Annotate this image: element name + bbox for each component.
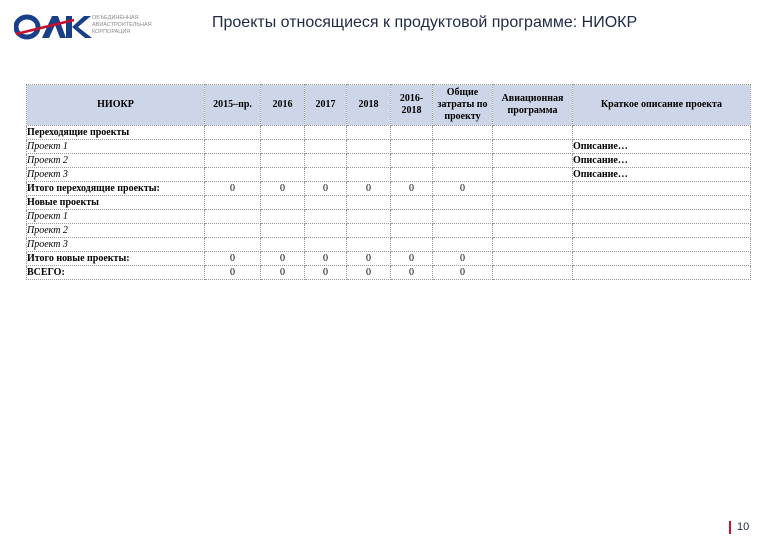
- value-cell: 0: [305, 266, 347, 280]
- value-cell: [433, 168, 493, 182]
- description-cell: Описание…: [573, 140, 751, 154]
- row-label: ВСЕГО:: [27, 266, 205, 280]
- table-row: [27, 126, 751, 140]
- header-cell: Авиационная программа: [493, 85, 573, 126]
- table-row: [27, 210, 751, 224]
- value-cell: [391, 210, 433, 224]
- value-cell: [347, 210, 391, 224]
- value-cell: [433, 140, 493, 154]
- table-row: [27, 168, 751, 182]
- table-row: [27, 238, 751, 252]
- table-row: [27, 154, 751, 168]
- value-cell: 0: [433, 252, 493, 266]
- value-cell: [391, 154, 433, 168]
- description-cell: Описание…: [573, 168, 751, 182]
- row-label: Проект 1: [27, 140, 205, 154]
- value-cell: [305, 210, 347, 224]
- value-cell: 0: [305, 182, 347, 196]
- value-cell: [391, 140, 433, 154]
- header-cell: 2016-2018: [391, 85, 433, 126]
- value-cell: [305, 154, 347, 168]
- row-label: Новые проекты: [27, 196, 205, 210]
- table-row: [27, 224, 751, 238]
- value-cell: [433, 126, 493, 140]
- value-cell: [305, 140, 347, 154]
- value-cell: [305, 168, 347, 182]
- program-cell: [493, 210, 573, 224]
- value-cell: [347, 224, 391, 238]
- value-cell: 0: [433, 182, 493, 196]
- value-cell: [347, 140, 391, 154]
- value-cell: [347, 238, 391, 252]
- value-cell: [205, 238, 261, 252]
- row-label: Итого новые проекты:: [27, 252, 205, 266]
- value-cell: [347, 196, 391, 210]
- value-cell: 0: [433, 266, 493, 280]
- description-cell: [573, 266, 751, 280]
- header-cell: 2017: [305, 85, 347, 126]
- value-cell: [261, 196, 305, 210]
- value-cell: [347, 126, 391, 140]
- page-number: [729, 521, 749, 533]
- logo-subtitle-line: КОРПОРАЦИЯ: [92, 29, 131, 35]
- page-title: Проекты относящиеся к продуктовой программе: НИОКР: [212, 14, 638, 31]
- value-cell: [391, 196, 433, 210]
- niokr-table: [26, 84, 751, 280]
- program-cell: [493, 140, 573, 154]
- value-cell: [305, 126, 347, 140]
- table-row: [27, 266, 751, 280]
- program-cell: [493, 154, 573, 168]
- value-cell: [261, 238, 305, 252]
- value-cell: 0: [205, 266, 261, 280]
- value-cell: [391, 168, 433, 182]
- program-cell: [493, 238, 573, 252]
- header-cell: 2016: [261, 85, 305, 126]
- header-cell: 2015–пр.: [205, 85, 261, 126]
- value-cell: [433, 224, 493, 238]
- value-cell: [305, 196, 347, 210]
- program-cell: [493, 266, 573, 280]
- program-cell: [493, 182, 573, 196]
- value-cell: 0: [347, 252, 391, 266]
- logo-subtitle-line: ОБЪЕДИНЁННАЯ: [92, 15, 139, 21]
- value-cell: 0: [391, 182, 433, 196]
- row-label: Проект 2: [27, 154, 205, 168]
- table-header-row: [27, 85, 751, 126]
- description-cell: [573, 238, 751, 252]
- row-label: Переходящие проекты: [27, 126, 205, 140]
- value-cell: 0: [391, 252, 433, 266]
- value-cell: [261, 210, 305, 224]
- program-cell: [493, 224, 573, 238]
- page-number-text: 10: [737, 521, 750, 533]
- program-cell: [493, 196, 573, 210]
- value-cell: [205, 126, 261, 140]
- header-cell: Краткое описание проекта: [573, 85, 751, 126]
- row-label: Проект 3: [27, 168, 205, 182]
- value-cell: [391, 126, 433, 140]
- program-cell: [493, 126, 573, 140]
- description-cell: [573, 196, 751, 210]
- value-cell: [261, 154, 305, 168]
- program-cell: [493, 252, 573, 266]
- value-cell: [433, 210, 493, 224]
- table-row: [27, 196, 751, 210]
- row-label: Проект 3: [27, 238, 205, 252]
- description-cell: [573, 210, 751, 224]
- header-cell: 2018: [347, 85, 391, 126]
- value-cell: 0: [347, 266, 391, 280]
- logo-subtitle: [92, 15, 172, 36]
- value-cell: [205, 168, 261, 182]
- value-cell: [433, 238, 493, 252]
- row-label: Проект 2: [27, 224, 205, 238]
- value-cell: 0: [205, 252, 261, 266]
- value-cell: 0: [347, 182, 391, 196]
- value-cell: [261, 168, 305, 182]
- value-cell: [347, 168, 391, 182]
- description-cell: [573, 252, 751, 266]
- value-cell: [433, 196, 493, 210]
- description-cell: [573, 182, 751, 196]
- table-row: [27, 182, 751, 196]
- row-label: Итого переходящие проекты:: [27, 182, 205, 196]
- description-cell: [573, 126, 751, 140]
- row-label: Проект 1: [27, 210, 205, 224]
- program-cell: [493, 168, 573, 182]
- value-cell: 0: [261, 182, 305, 196]
- value-cell: [205, 196, 261, 210]
- value-cell: 0: [305, 252, 347, 266]
- value-cell: [305, 238, 347, 252]
- value-cell: 0: [261, 266, 305, 280]
- value-cell: 0: [261, 252, 305, 266]
- description-cell: [573, 224, 751, 238]
- value-cell: 0: [205, 182, 261, 196]
- value-cell: [205, 210, 261, 224]
- value-cell: [391, 224, 433, 238]
- header-cell: Общие затраты по проекту: [433, 85, 493, 126]
- value-cell: [391, 238, 433, 252]
- value-cell: [205, 224, 261, 238]
- value-cell: [261, 126, 305, 140]
- description-cell: Описание…: [573, 154, 751, 168]
- value-cell: [305, 224, 347, 238]
- value-cell: [205, 140, 261, 154]
- value-cell: [261, 224, 305, 238]
- table-row: [27, 252, 751, 266]
- value-cell: [433, 154, 493, 168]
- table-row: [27, 140, 751, 154]
- header-cell: НИОКР: [27, 85, 205, 126]
- value-cell: [347, 154, 391, 168]
- value-cell: [261, 140, 305, 154]
- value-cell: 0: [391, 266, 433, 280]
- value-cell: [205, 154, 261, 168]
- logo-subtitle-line: АВИАСТРОИТЕЛЬНАЯ: [92, 22, 152, 28]
